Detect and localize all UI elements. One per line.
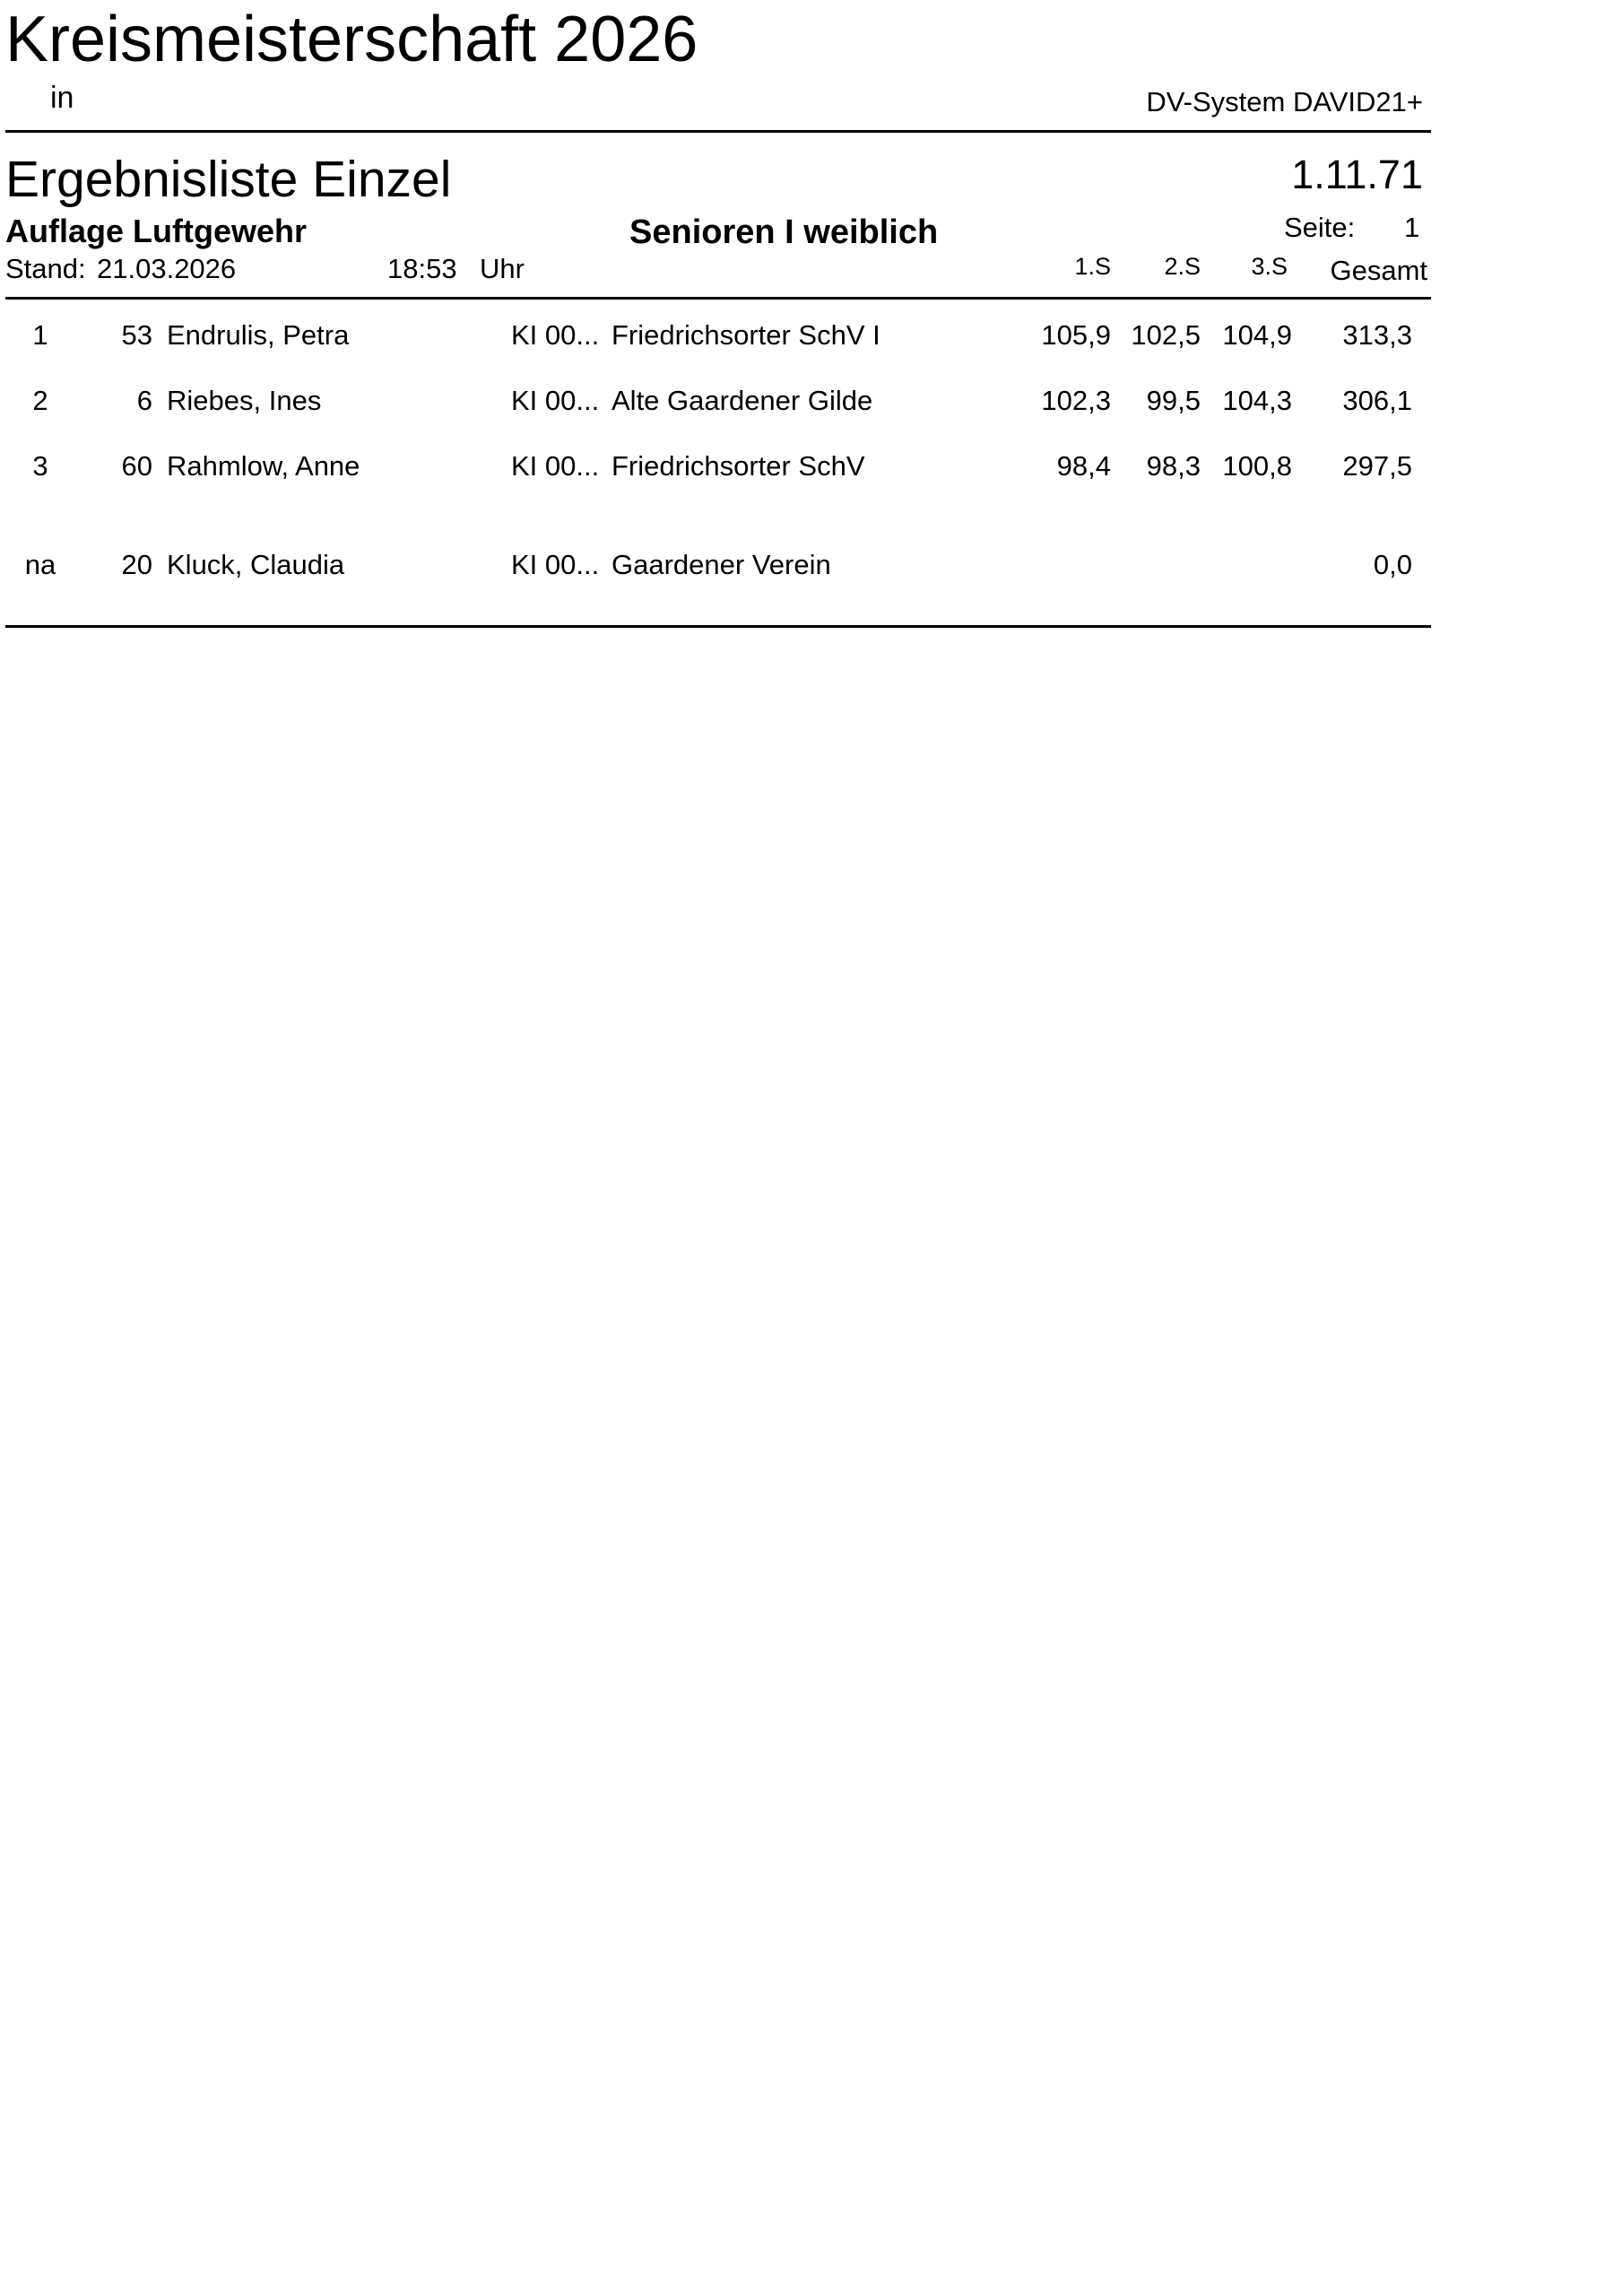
series-2-score: 99,5 xyxy=(1146,385,1201,416)
series-3-score: 104,9 xyxy=(1222,319,1292,351)
column-header-total: Gesamt xyxy=(1330,255,1427,286)
rank: 1 xyxy=(32,319,48,351)
series-2-score: 98,3 xyxy=(1146,450,1201,482)
start-number: 53 xyxy=(121,319,152,351)
time-value: 18:53 xyxy=(387,253,457,284)
table-footer-divider xyxy=(5,625,1431,628)
page-label: Seite: xyxy=(1284,212,1356,243)
event-title: Kreismeisterschaft 2026 xyxy=(5,4,698,75)
time-unit: Uhr xyxy=(480,253,525,284)
page-number: 1 xyxy=(1404,212,1420,243)
stand-label: Stand: xyxy=(5,253,86,284)
version-number: 1.11.71 xyxy=(1291,152,1423,197)
column-header-series-3: 3.S xyxy=(1251,253,1288,280)
shooter-name: Rahmlow, Anne xyxy=(167,450,360,482)
table-row xyxy=(0,551,1622,587)
series-1-score: 102,3 xyxy=(1041,385,1111,416)
rank: 2 xyxy=(32,385,48,416)
category: Senioren I weiblich xyxy=(629,213,939,251)
event-location: in xyxy=(50,81,74,115)
club-name: Alte Gaardener Gilde xyxy=(612,385,873,416)
club-name: Gaardener Verein xyxy=(612,549,831,580)
column-header-series-2: 2.S xyxy=(1164,253,1201,280)
club-code: KI 00... xyxy=(511,549,600,580)
system-name: DV-System DAVID21+ xyxy=(1146,86,1423,117)
club-code: KI 00... xyxy=(511,385,600,416)
list-title: Ergebnisliste Einzel xyxy=(5,151,452,208)
header-divider xyxy=(5,130,1431,133)
series-3-score: 104,3 xyxy=(1222,385,1292,416)
rank: 3 xyxy=(32,450,48,482)
shooter-name: Riebes, Ines xyxy=(167,385,322,416)
series-1-score: 105,9 xyxy=(1041,319,1111,351)
table-row xyxy=(0,321,1622,357)
club-name: Friedrichsorter SchV I xyxy=(612,319,880,351)
rank: na xyxy=(24,549,56,580)
total-score: 306,1 xyxy=(1342,385,1412,416)
shooter-name: Endrulis, Petra xyxy=(167,319,350,351)
shooter-name: Kluck, Claudia xyxy=(167,549,345,580)
discipline: Auflage Luftgewehr xyxy=(5,213,308,249)
club-code: KI 00... xyxy=(511,319,600,351)
club-name: Friedrichsorter SchV xyxy=(612,450,865,482)
total-score: 297,5 xyxy=(1342,450,1412,482)
table-header-divider xyxy=(5,297,1431,300)
series-2-score: 102,5 xyxy=(1131,319,1201,351)
start-number: 6 xyxy=(136,385,152,416)
table-row xyxy=(0,387,1622,422)
table-row xyxy=(0,452,1622,488)
start-number: 20 xyxy=(121,549,152,580)
total-score: 0,0 xyxy=(1373,549,1412,580)
series-3-score: 100,8 xyxy=(1222,450,1292,482)
club-code: KI 00... xyxy=(511,450,600,482)
start-number: 60 xyxy=(121,450,152,482)
series-1-score: 98,4 xyxy=(1056,450,1111,482)
total-score: 313,3 xyxy=(1342,319,1412,351)
stand-date: 21.03.2026 xyxy=(97,253,237,284)
column-header-series-1: 1.S xyxy=(1074,253,1111,280)
